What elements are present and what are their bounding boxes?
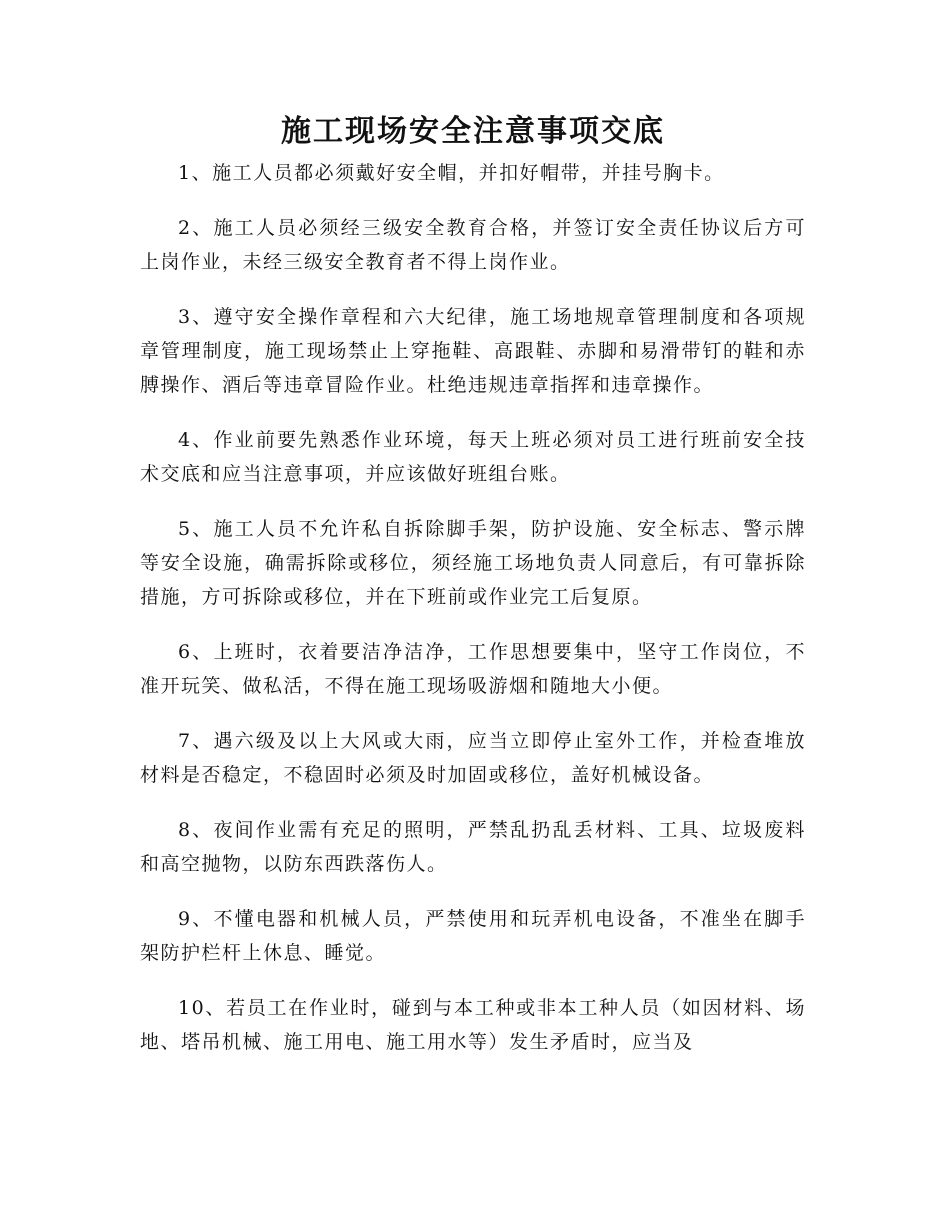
rule-item-2: 2、施工人员必须经三级安全教育合格，并签订安全责任协议后方可上岗作业，未经三级安全教育者不得上岗作业。 — [140, 217, 806, 273]
document-title: 施工现场安全注意事项交底 — [281, 114, 665, 149]
rule-item-9: 9、不懂电器和机械人员，严禁使用和玩弄机电设备，不准坐在脚手架防护栏杆上休息、睡觉。 — [140, 908, 806, 964]
rule-item-5: 5、施工人员不允许私自拆除脚手架，防护设施、安全标志、警示牌等安全设施，确需拆除或移位，须经施工场地负责人同意后，有可靠拆除措施，方可拆除或移位，并在下班前或作业完工后复原。 — [140, 518, 806, 608]
document-page — [140, 110, 806, 1080]
rule-item-4: 4、作业前要先熟悉作业环境，每天上班必须对员工进行班前安全技术交底和应当注意事项，并应该做好班组台账。 — [140, 429, 806, 485]
rule-item-6: 6、上班时，衣着要洁净洁净，工作思想要集中，坚守工作岗位，不准开玩笑、做私活，不得在施工现场吸游烟和随地大小便。 — [140, 641, 806, 697]
rule-item-7: 7、遇六级及以上大风或大雨，应当立即停止室外工作，并检查堆放材料是否稳定，不稳固时必须及时加固或移位，盖好机械设备。 — [140, 730, 806, 786]
rule-item-3: 3、遵守安全操作章程和六大纪律，施工场地规章管理制度和各项规章管理制度，施工现场禁止上穿拖鞋、高跟鞋、赤脚和易滑带钉的鞋和赤膊操作、酒后等违章冒险作业。杜绝违规违章指挥和违章操作。 — [140, 306, 806, 396]
rule-item-8: 8、夜间作业需有充足的照明，严禁乱扔乱丢材料、工具、垃圾废料和高空抛物，以防东西跌落伤人。 — [140, 819, 806, 875]
rule-item-1: 1、施工人员都必须戴好安全帽，并扣好帽带，并挂号胸卡。 — [178, 162, 725, 184]
rule-item-10: 10、若员工在作业时，碰到与本工种或非本工种人员（如因材料、场地、塔吊机械、施工用电、施工用水等）发生矛盾时，应当及 — [140, 997, 806, 1053]
